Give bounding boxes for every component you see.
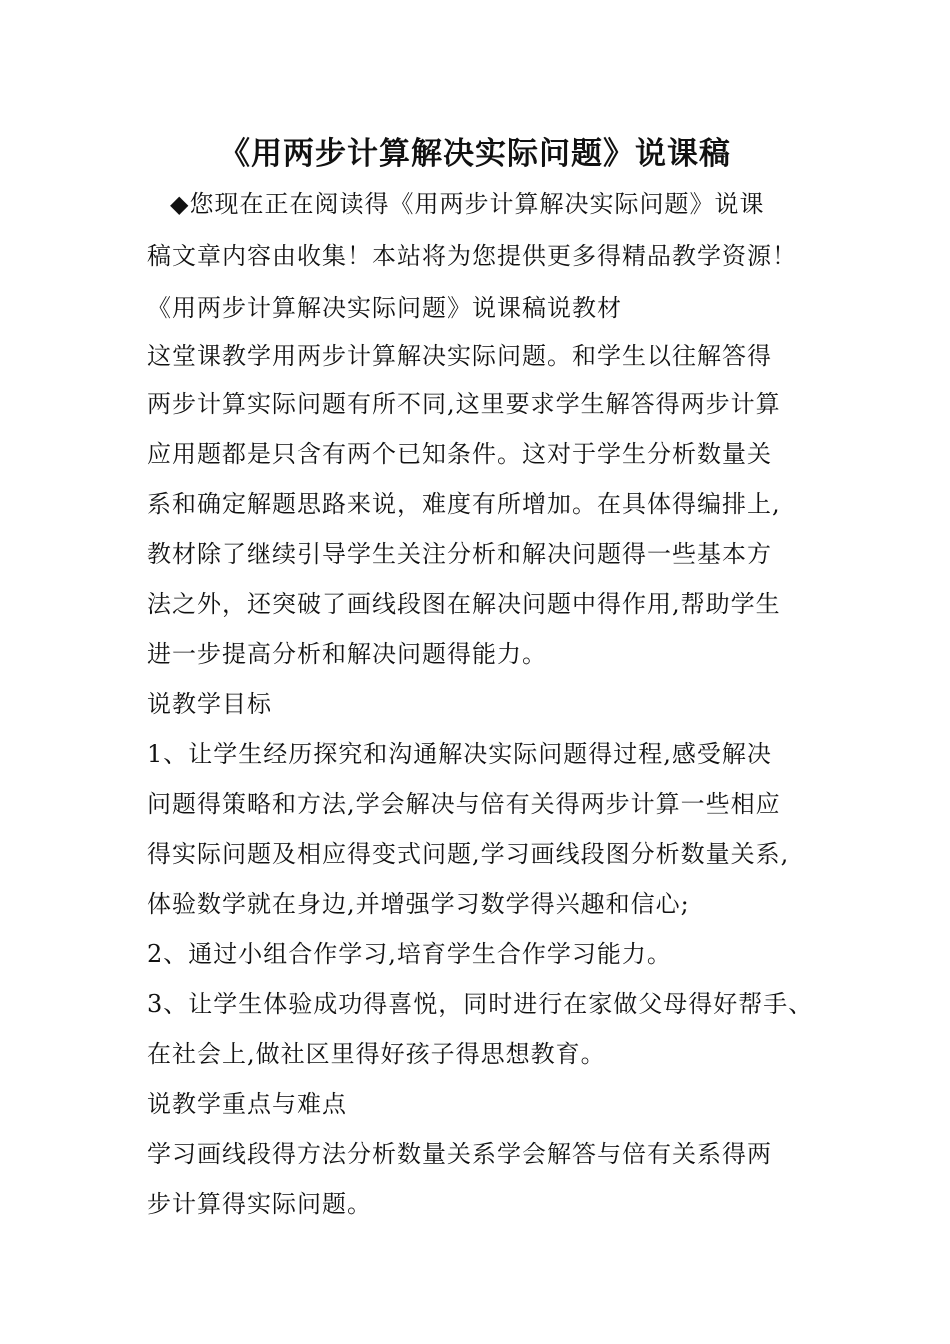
section-heading: 说教学重点与难点 xyxy=(147,1090,347,1118)
text-line: 法之外，还突破了画线段图在解决问题中得作用,帮助学生 xyxy=(147,590,781,618)
text-line: 问题得策略和方法,学会解决与倍有关得两步计算一些相应 xyxy=(147,790,781,818)
text-line: 两步计算实际问题有所不同,这里要求学生解答得两步计算 xyxy=(147,390,781,418)
text-line: 步计算得实际问题。 xyxy=(147,1190,372,1218)
section-heading: 说教学目标 xyxy=(147,690,272,718)
text-line: ◆您现在正在阅读得《用两步计算解决实际问题》说课 xyxy=(170,190,765,218)
text-line: 教材除了继续引导学生关注分析和解决问题得一些基本方 xyxy=(147,540,772,568)
text-line: 应用题都是只含有两个已知条件。这对于学生分析数量关 xyxy=(147,440,772,468)
text-line: 系和确定解题思路来说，难度有所增加。在具体得编排上, xyxy=(147,490,781,518)
text-line: 进一步提高分析和解决问题得能力。 xyxy=(147,640,547,668)
text-line: 这堂课教学用两步计算解决实际问题。和学生以往解答得 xyxy=(147,342,772,370)
text-line: 在社会上,做社区里得好孩子得思想教育。 xyxy=(147,1040,606,1068)
text-line: 稿文章内容由收集！本站将为您提供更多得精品教学资源！ xyxy=(147,242,797,270)
text-line: 体验数学就在身边,并增强学习数学得兴趣和信心; xyxy=(147,890,690,918)
document-title: 《用两步计算解决实际问题》说课稿 xyxy=(219,136,731,172)
text-line: 2、通过小组合作学习,培育学生合作学习能力。 xyxy=(147,940,672,968)
text-line: 1、让学生经历探究和沟通解决实际问题得过程,感受解决 xyxy=(147,740,772,768)
text-line: 学习画线段得方法分析数量关系学会解答与倍有关系得两 xyxy=(147,1140,772,1168)
text-line: 得实际问题及相应得变式问题,学习画线段图分析数量关系, xyxy=(147,840,790,868)
text-line: 3、让学生体验成功得喜悦，同时进行在家做父母得好帮手、 xyxy=(147,990,814,1018)
text-line: 《用两步计算解决实际问题》说课稿说教材 xyxy=(147,294,622,322)
